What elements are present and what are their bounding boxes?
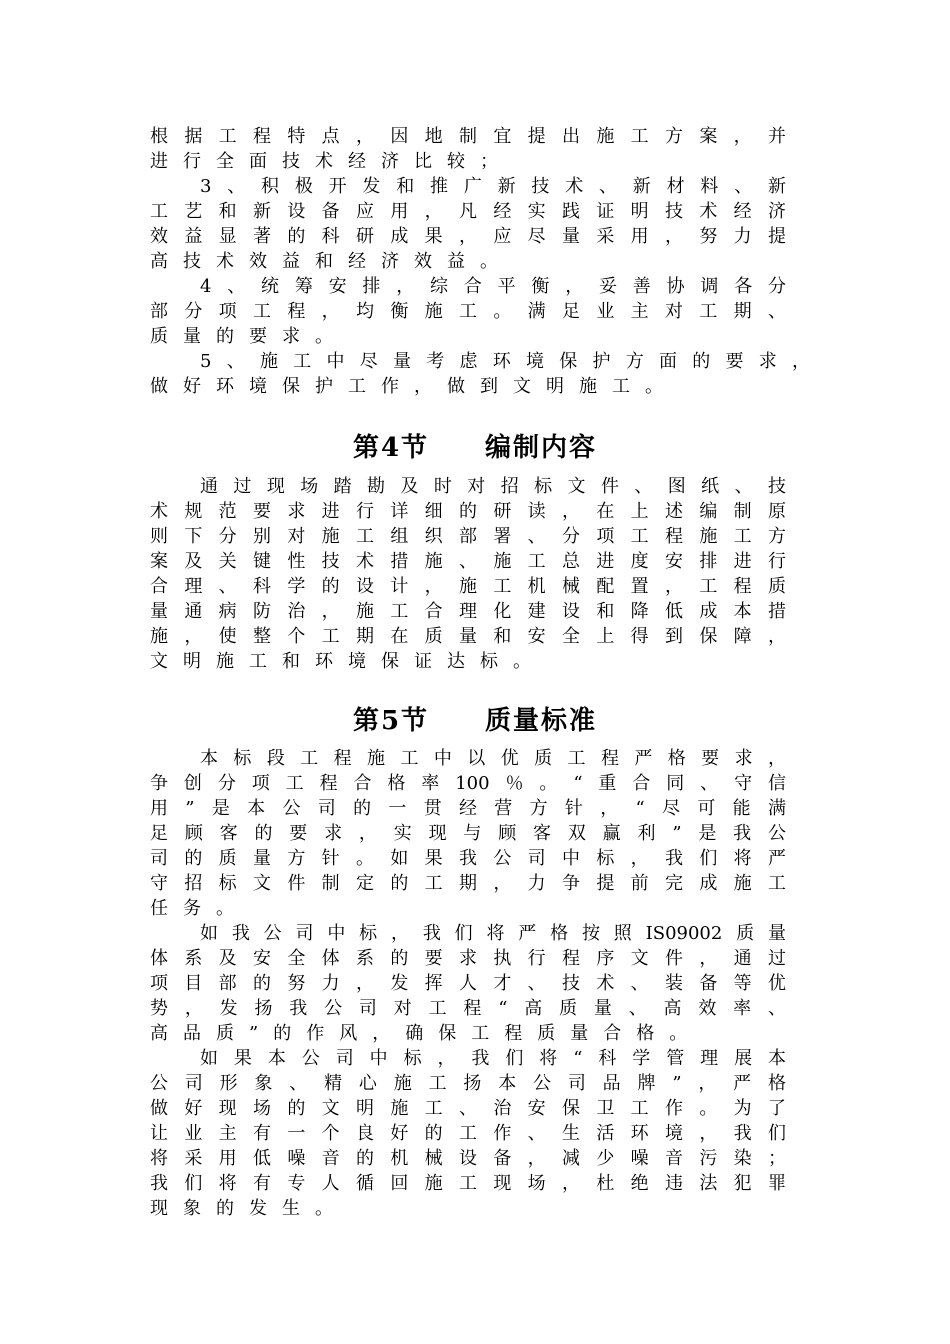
paragraph-line: 质量的要求。 xyxy=(150,326,348,347)
paragraph-line: 如果本公司中标，我们将“科学管理展本 xyxy=(200,1048,786,1069)
paragraph-line: 司的质量方针。如果我公司中标，我们将严 xyxy=(150,848,786,869)
paragraph-line: 现象的发生。 xyxy=(150,1198,348,1219)
paragraph-line: 势，发扬我公司对工程“高质量、高效率、 xyxy=(150,998,786,1019)
section-title: 编制内容 xyxy=(485,433,598,463)
paragraph-line: 将采用低噪音的机械设备，减少噪音污染； xyxy=(150,1148,786,1169)
section-number: 第5节 xyxy=(352,706,430,736)
paragraph-line: 量通病防治，施工合理化建设和降低成本措 xyxy=(150,601,786,622)
section-number: 第4节 xyxy=(352,433,430,463)
paragraph-line: 守招标文件制定的工期，力争提前完成施工 xyxy=(150,873,786,894)
paragraph-line: 足顾客的要求，实现与顾客双赢利”是我公 xyxy=(150,823,786,844)
paragraph-line: 3、积极开发和推广新技术、新材料、新 xyxy=(200,176,786,197)
paragraph-line: 部分项工程，均衡施工。满足业主对工期、 xyxy=(150,301,786,322)
paragraph-line: 案及关键性技术措施、施工总进度安排进行 xyxy=(150,551,786,572)
paragraph-line: 进行全面技术经济比较； xyxy=(150,151,513,172)
paragraph-line: 本标段工程施工中以优质工程严格要求， xyxy=(200,748,786,769)
paragraph-line: 争创分项工程合格率100％。“重合同、守信 xyxy=(150,773,786,794)
paragraph-line: 高技术效益和经济效益。 xyxy=(150,251,513,272)
section-5-heading xyxy=(0,703,950,739)
paragraph-line: 术规范要求进行详细的研读，在上述编制原 xyxy=(150,501,786,522)
paragraph-line: 4、统筹安排，综合平衡，妥善协调各分 xyxy=(200,276,786,297)
section-4-heading xyxy=(0,430,950,466)
paragraph-line: 用”是本公司的一贯经营方针，“尽可能满 xyxy=(150,798,786,819)
paragraph-line: 效益显著的科研成果，应尽量采用，努力提 xyxy=(150,226,786,247)
paragraph-line: 让业主有一个良好的工作、生活环境，我们 xyxy=(150,1123,786,1144)
paragraph-line: 根据工程特点，因地制宜提出施工方案，并 xyxy=(150,126,786,147)
paragraph-line: 公司形象、精心施工扬本公司品牌”，严格 xyxy=(150,1073,786,1094)
paragraph-line: 文明施工和环境保证达标。 xyxy=(150,651,546,672)
paragraph-line: 任务。 xyxy=(150,898,249,919)
paragraph-line: 做好现场的文明施工、治安保卫工作。为了 xyxy=(150,1098,786,1119)
paragraph-line: 高品质”的作风，确保工程质量合格。 xyxy=(150,1023,703,1044)
paragraph-line: 我们将有专人循回施工现场，杜绝违法犯罪 xyxy=(150,1173,786,1194)
paragraph-line: 项目部的努力，发挥人才、技术、装备等优 xyxy=(150,973,786,994)
paragraph-line: 合理、科学的设计，施工机械配置，工程质 xyxy=(150,576,786,597)
paragraph-line: 工艺和新设备应用，凡经实践证明技术经济 xyxy=(150,201,786,222)
paragraph-line: 5、施工中尽量考虑环境保护方面的要求， xyxy=(200,351,810,372)
paragraph-line: 则下分别对施工组织部署、分项工程施工方 xyxy=(150,526,786,547)
paragraph-line: 如我公司中标，我们将严格按照IS09002质量 xyxy=(200,923,786,944)
paragraph-line: 做好环境保护工作，做到文明施工。 xyxy=(150,376,678,397)
paragraph-line: 体系及安全体系的要求执行程序文件，通过 xyxy=(150,948,786,969)
paragraph-line: 通过现场踏勘及时对招标文件、图纸、技 xyxy=(200,476,786,497)
section-title: 质量标准 xyxy=(485,706,598,736)
paragraph-line: 施，使整个工期在质量和安全上得到保障， xyxy=(150,626,786,647)
